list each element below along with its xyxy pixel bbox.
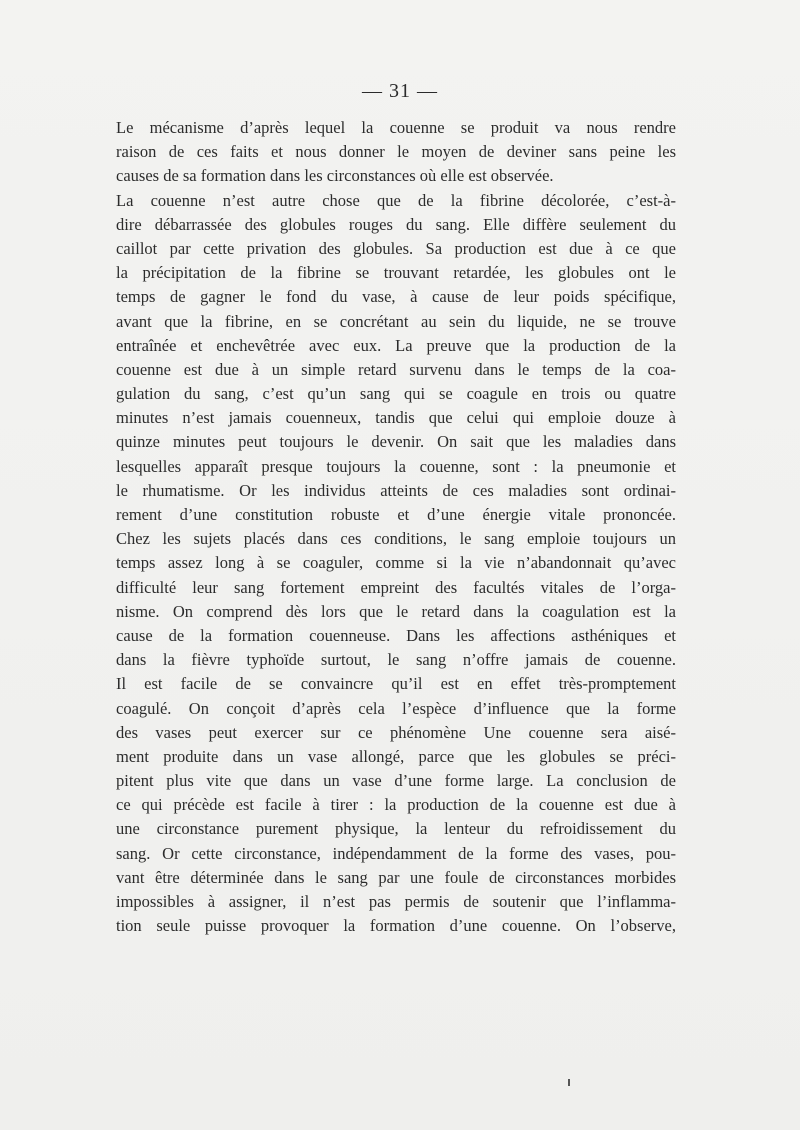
text-line: impossibles à assigner, il n’est pas permis de soutenir que l’inflamma- (116, 892, 676, 911)
text-line: lesquelles apparaît presque toujours la couenne, sont : la pneumonie et (116, 456, 676, 476)
text-line: pitent plus vite que dans un vase d’une forme large. La conclusion de (116, 771, 676, 791)
text-line: tion seule puisse provoquer la formation d’une couenne. On l’observe, (116, 916, 676, 936)
page-number: — 31 — (362, 80, 438, 102)
text-line: avant que la fibrine, en se concrétant au sein du liquide, ne se trouve (116, 311, 676, 331)
text-line: Il est facile de se convaincre qu’il est en effet très-promptement (116, 674, 676, 694)
text-line: rement d’une constitution robuste et d’une énergie vitale prononcée. (116, 505, 676, 524)
text-line: La couenne n’est autre chose que de la fibrine décolorée, c’est-à- (116, 190, 676, 210)
text-line: ce qui précède est facile à tirer : la production de la couenne est due à (116, 795, 676, 815)
text-line: la précipitation de la fibrine se trouvant retardée, les globules ont le (116, 263, 676, 283)
text-line: temps assez long à se coaguler, comme si la vie n’abandonnait qu’avec (116, 553, 676, 573)
text-line: dans la fièvre typhoïde surtout, le sang n’offre jamais de couenne. (116, 650, 676, 670)
text-line: causes de sa formation dans les circonstances où elle est observée. (116, 166, 554, 186)
text-line: ment produite dans un vase allongé, parce que les globules se préci- (116, 746, 676, 766)
text-line: entraînée et enchevêtrée avec eux. La preuve que la production de la (116, 335, 676, 355)
ink-speck (568, 1079, 570, 1086)
text-line: sang. Or cette circonstance, indépendamment de la forme des vases, pou- (116, 843, 676, 863)
text-line: nisme. On comprend dès lors que le retard dans la coagulation est la (116, 601, 676, 621)
text-line: raison de ces faits et nous donner le moyen de deviner sans peine les (116, 142, 676, 162)
body-text (116, 116, 676, 938)
text-line: Chez les sujets placés dans ces conditions, le sang emploie toujours un (116, 529, 676, 549)
text-line: minutes n’est jamais couenneux, tandis que celui qui emploie douze à (116, 408, 676, 428)
text-line: le rhumatisme. Or les individus atteints de ces maladies sont ordinai- (116, 480, 676, 500)
text-line: Le mécanisme d’après lequel la couenne se produit va nous rendre (116, 118, 676, 137)
text-line: quinze minutes peut toujours le devenir. On sait que les maladies dans (116, 432, 676, 452)
text-line: coagulé. On conçoit d’après cela l’espèce d’influence que la forme (116, 698, 676, 718)
text-line: difficulté leur sang fortement empreint des facultés vitales de l’orga- (116, 577, 676, 597)
text-line: caillot par cette privation des globules. Sa production est due à ce que (116, 238, 676, 258)
text-line: vant être déterminée dans le sang par une foule de circonstances morbides (116, 867, 676, 887)
text-line: gulation du sang, c’est qu’un sang qui se coagule en trois ou quatre (116, 384, 676, 404)
text-line: cause de la formation couenneuse. Dans les affections asthéniques et (116, 625, 676, 645)
text-line: dire débarrassée des globules rouges du sang. Elle diffère seulement du (116, 214, 676, 234)
text-line: couenne est due à un simple retard survenu dans le temps de la coa- (116, 359, 676, 379)
text-line: une circonstance purement physique, la lenteur du refroidissement du (116, 819, 676, 839)
text-line: des vases peut exercer sur ce phénomène Une couenne sera aisé- (116, 722, 676, 742)
text-line: temps de gagner le fond du vase, à cause de leur poids spécifique, (116, 287, 676, 307)
